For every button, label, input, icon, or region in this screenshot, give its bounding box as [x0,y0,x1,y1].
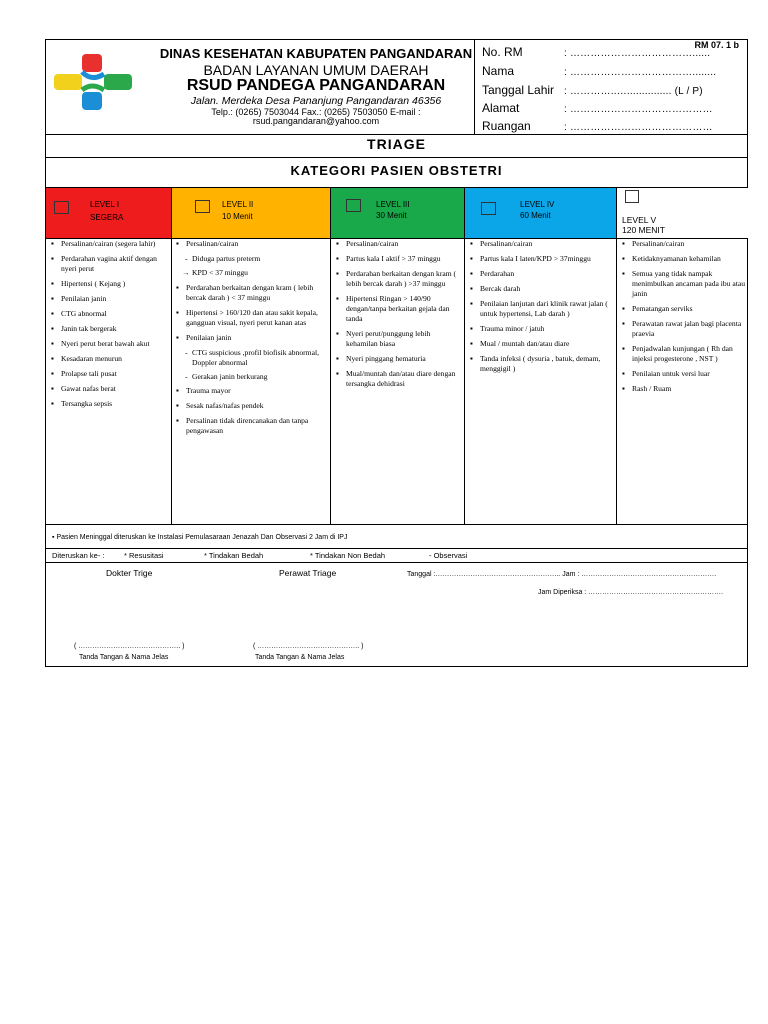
list-item: ▪ Perdarahan vagina aktif dengan nyeri perut [50,254,166,274]
diteruskan-label: Diteruskan ke- : [52,551,105,560]
list-item: ▪ Nyeri pinggang hematuria [335,354,459,364]
list-item: ▪ Penilaian lanjutan dari klinik rawat jalan ( untuk hypertensi, Lab darah ) [469,299,613,319]
list-item: ▪ Hipertensi > 160/120 dan atau sakit kepala, gangguan visual, nyeri perut kanan atas [175,308,327,328]
list-item: ▪ Trauma mayor [175,386,327,396]
list-item: ▪ Persalinan/cairan [335,239,459,249]
field-ruangan[interactable]: Ruangan : …………………………………… [482,119,713,133]
header-divider [474,40,475,134]
tanggal-jam-field[interactable]: Tanggal :……………………………………………... Jam : …………………………………………………. [407,571,717,578]
level-5-time: 120 MENIT [622,225,665,235]
rm-code: RM 07. 1 b [694,40,739,50]
list-item: ▪ Bercak darah [469,284,613,294]
level-4-checkbox[interactable] [481,202,496,215]
option-observasi[interactable]: - Observasi [429,551,468,560]
list-item: ▪ Rash / Ruam [621,384,746,394]
option-resusitasi[interactable]: * Resusitasi [124,551,164,560]
option-tindakan-non-bedah[interactable]: * Tindakan Non Bedah [310,551,386,560]
list-item: ▪ Hipertensi ( Kejang ) [50,279,166,289]
divider [46,157,747,158]
level-1-criteria [50,239,166,524]
list-item: ▪ Persalinan/cairan [175,239,327,249]
field-tanggal-lahir[interactable]: Tanggal Lahir : …………..…............... (L / P) [482,83,703,97]
death-note: ▪ Pasien Meninggal diteruskan ke Instalasi Pemulasaraan Jenazah Dan Observasi 2 Jam di IPJ [52,534,348,541]
column-divider [171,188,172,524]
level-5-header [616,188,748,238]
field-nama[interactable]: Nama : ………………………………........ [482,64,717,78]
list-subitem: - Gerakan janin berkurang [175,372,327,382]
list-item: ▪ Persalinan/cairan (segera lahir) [50,239,166,249]
level-3-criteria [335,239,459,524]
list-item: ▪ Hipertensi Ringan > 140/90 dengan/tanpa berkaitan gejala dan tanda [335,294,459,324]
dokter-signature-label: Tanda Tangan & Nama Jelas [79,654,169,661]
list-item: ▪ Perawatan rawat jalan bagi placenta praevia [621,319,746,339]
list-item: ▪ Partus kala I laten/KPD > 37minggu [469,254,613,264]
hospital-name: RSUD PANDEGA PANGANDARAN [186,77,446,94]
list-item: ▪ Mual / muntah dan/atau diare [469,339,613,349]
list-item: ▪ Tanda infeksi ( dysuria , batuk, demam, menggigil ) [469,354,613,374]
perawat-label: Perawat Triage [279,568,337,578]
level-4-time: 60 Menit [520,211,551,220]
dokter-label: Dokter Trige [106,568,153,578]
level-2-time: 10 Menit [222,212,253,221]
list-item: ▪ Persalinan/cairan [621,239,746,249]
list-item: ▪ Persalinan tidak direncanakan dan tanpa pengawasan [175,416,327,436]
divider [46,562,747,563]
list-item: ▪ Persalinan/cairan [469,239,613,249]
list-item: ▪ CTG abnormal [50,309,166,319]
list-item: ▪ Ketidaknyamanan kehamilan [621,254,746,264]
level-1-time: SEGERA [90,213,124,222]
list-item: ▪ Nyeri perut berat bawah akut [50,339,166,349]
list-item: ▪ Prolapse tali pusat [50,369,166,379]
divider [46,524,747,525]
list-item: ▪ Trauma minor / jatuh [469,324,613,334]
list-item: ▪ Kesadaran menurun [50,354,166,364]
level-2-label: LEVEL II [222,200,254,209]
list-item: ▪ Perdarahan berkaitan dengan kram ( lebih bercak darah ) < 37 minggu [175,283,327,303]
field-alamat[interactable]: Alamat : …………………………………… [482,101,713,115]
triage-form [45,39,748,667]
divider [46,548,747,549]
column-divider [616,188,617,524]
list-item: ▪ Nyeri perut/punggung lebih kehamilan biasa [335,329,459,349]
level-1-label: LEVEL I [90,200,120,209]
list-item: ▪ Mual/muntah dan/atau diare dengan tersangka dehidrasi [335,369,459,389]
hospital-phone: Telp.: (0265) 7503044 Fax.: (0265) 7503050 E-mail : [211,107,421,117]
org-line-2: BADAN LAYANAN UMUM DAERAH [203,62,429,78]
option-tindakan-bedah[interactable]: * Tindakan Bedah [204,551,264,560]
level-3-time: 30 Menit [376,211,407,220]
list-item: ▪ Semua yang tidak nampak menimbulkan ancaman pada ibu atau janin [621,269,746,299]
perawat-signature-line[interactable]: ( …………………………………….. ) [253,643,364,650]
list-item: ▪ Gawat nafas berat [50,384,166,394]
list-subitem: → KPD < 37 minggu [175,268,327,278]
list-item: ▪ Tersangka sepsis [50,399,166,409]
list-item: ▪ Penilaian janin [50,294,166,304]
hospital-address: Jalan. Merdeka Desa Pananjung Pangandaran 46356 [190,95,442,107]
level-1-header [46,188,171,238]
level-1-checkbox[interactable] [54,201,69,214]
level-5-checkbox[interactable] [625,190,639,203]
list-item: ▪ Penjadwalan kunjungan ( Rh dan injeksi progesterone , NST ) [621,344,746,364]
hospital-email: rsud.pangandaran@yahoo.com [252,116,380,126]
divider [46,134,747,135]
level-4-criteria [469,239,613,524]
list-item: ▪ Sesak nafas/nafas pendek [175,401,327,411]
level-5-criteria [621,239,746,524]
column-divider [330,188,331,524]
field-no-rm[interactable]: No. RM : ………………………………...... [482,45,711,59]
list-item: ▪ Perdarahan [469,269,613,279]
level-2-header [171,188,330,238]
level-5-label: LEVEL V [622,215,657,225]
page-title: TRIAGE [367,136,426,152]
list-item: ▪ Pematangan serviks [621,304,746,314]
list-subitem: - CTG suspicious ,profil biofisik abnormal, Doppler abnormal [175,348,327,368]
jam-diperiksa-field[interactable]: Jam Diperiksa : …………………………………………………. [538,589,724,596]
level-4-label: LEVEL IV [520,200,555,209]
level-2-criteria [175,239,327,524]
level-3-checkbox[interactable] [346,199,361,212]
list-item: ▪ Partus kala I aktif > 37 minggu [335,254,459,264]
list-item: ▪ Perdarahan berkaitan dengan kram ( lebih bercak darah ) >37 minggu [335,269,459,289]
perawat-signature-label: Tanda Tangan & Nama Jelas [255,654,345,661]
list-item: ▪ Janin tak bergerak [50,324,166,334]
level-4-header [464,188,616,238]
list-item: ▪ Penilaian untuk versi luar [621,369,746,379]
list-item: ▪ Penilaian janin [175,333,327,343]
level-3-header [330,188,464,238]
page-subtitle: KATEGORI PASIEN OBSTETRI [290,163,503,178]
column-divider [464,188,465,524]
org-line-1: DINAS KESEHATAN KABUPATEN PANGANDARAN [159,46,473,61]
dokter-signature-line[interactable]: ( …………………………………….. ) [74,643,185,650]
level-3-label: LEVEL III [376,200,410,209]
level-2-checkbox[interactable] [195,200,210,213]
list-subitem: - Diduga partus preterm [175,254,327,264]
